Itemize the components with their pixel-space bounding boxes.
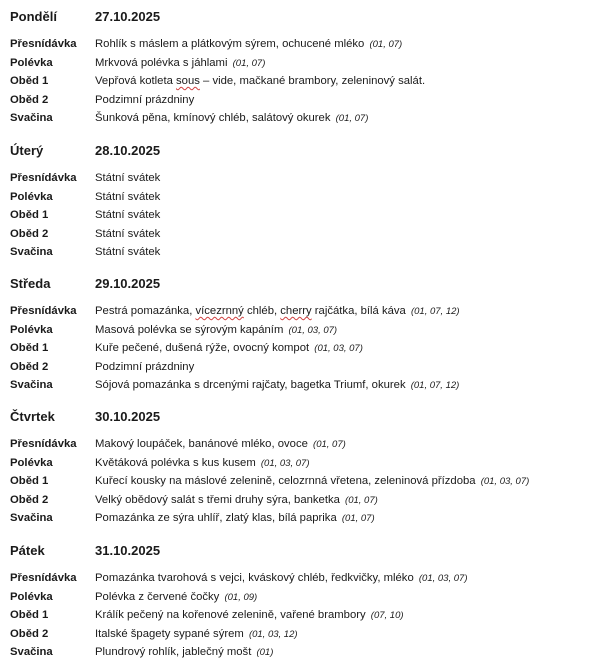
day-header — [0, 543, 603, 563]
allergen-codes: (01, 07, 12) — [410, 380, 460, 391]
meal-label: Přesnídávka — [10, 572, 77, 584]
day-section-monday — [0, 9, 603, 124]
day-name: Středa — [10, 276, 51, 291]
allergen-codes: (01, 03, 07) — [288, 324, 338, 336]
meal-row — [0, 246, 603, 265]
allergen-codes: (01, 03, 07) — [480, 476, 530, 487]
meal-description: Podzimní prázdniny — [95, 93, 195, 106]
meal-description: Pomazánka tvarohová s vejci, kváskový chléb, ředkvičky, mléko (01, 03, 07) — [95, 572, 468, 584]
meal-label: Oběd 2 — [10, 493, 49, 506]
day-section-friday — [0, 543, 603, 658]
day-date: 31.10.2025 — [95, 543, 161, 558]
meal-description: Sójová pomazánka s drcenými rajčaty, bagetka Triumf, okurek (01, 07, 12) — [95, 379, 460, 391]
meal-label: Oběd 2 — [10, 360, 49, 373]
allergen-codes: (01, 07) — [232, 57, 266, 69]
meal-description: Vepřová kotleta sous – vide, mačkané brambory, zeleninový salát. — [95, 75, 426, 87]
meal-description: Polévka z červené čočky (01, 09) — [95, 590, 258, 603]
meal-row — [0, 438, 603, 457]
meal-row — [0, 457, 603, 476]
allergen-codes: (01, 03, 07) — [260, 457, 310, 469]
meal-label: Přesnídávka — [10, 305, 77, 317]
meal-row — [0, 361, 603, 380]
meal-description: Masová polévka se sýrovým kapáním (01, 03, 07) — [95, 323, 338, 336]
day-date: 30.10.2025 — [95, 409, 161, 424]
allergen-codes: (01) — [256, 647, 274, 658]
meal-label: Oběd 1 — [10, 209, 49, 221]
allergen-codes: (01, 07) — [313, 439, 346, 450]
day-section-tuesday — [0, 143, 603, 258]
meal-label: Přesnídávka — [10, 172, 77, 184]
allergen-codes: (07, 10) — [370, 610, 404, 621]
meal-label: Svačina — [10, 112, 53, 124]
day-date: 27.10.2025 — [95, 9, 161, 24]
day-name: Pátek — [10, 543, 45, 558]
meal-description: Mrkvová polévka s jáhlami (01, 07) — [95, 56, 266, 69]
meal-label: Svačina — [10, 512, 53, 524]
day-header — [0, 9, 603, 29]
meal-row — [0, 572, 603, 591]
day-date: 29.10.2025 — [95, 276, 161, 291]
allergen-codes: (01, 03, 07) — [418, 573, 468, 584]
meal-row — [0, 494, 603, 513]
day-header — [0, 276, 603, 296]
meal-description: Velký obědový salát s třemi druhy sýra, banketka (01, 07) — [95, 493, 378, 506]
meal-row — [0, 609, 603, 628]
meal-row — [0, 191, 603, 210]
meal-label: Přesnídávka — [10, 38, 77, 50]
allergen-codes: (01, 07) — [345, 494, 378, 506]
meal-label: Přesnídávka — [10, 438, 77, 450]
meal-label: Svačina — [10, 646, 53, 658]
allergen-codes: (01, 07) — [369, 39, 403, 50]
day-header — [0, 409, 603, 429]
meal-description: Králík pečený na kořenové zelenině, vařené brambory (07, 10) — [95, 609, 404, 621]
meal-row — [0, 475, 603, 494]
meal-label: Polévka — [10, 56, 53, 69]
meal-row — [0, 646, 603, 665]
meal-row — [0, 172, 603, 191]
meal-description: Šunková pěna, kmínový chléb, salátový okurek (01, 07) — [95, 112, 369, 124]
meal-label: Svačina — [10, 379, 53, 391]
meal-row — [0, 512, 603, 531]
meal-description: Pestrá pomazánka, vícezrnný chléb, cherry rajčátka, bílá káva (01, 07, 12) — [95, 305, 460, 317]
meal-description: Státní svátek — [95, 190, 161, 203]
meal-description: Italské špagety sypané sýrem (01, 03, 12) — [95, 627, 298, 640]
meal-row — [0, 228, 603, 247]
meal-description: Státní svátek — [95, 172, 161, 184]
meal-description: Státní svátek — [95, 209, 161, 221]
meal-description: Makový loupáček, banánové mléko, ovoce (01, 07) — [95, 438, 346, 450]
meal-label: Oběd 2 — [10, 627, 49, 640]
day-header — [0, 143, 603, 163]
day-name: Úterý — [10, 143, 44, 158]
meal-description: Plundrový rohlík, jablečný mošt (01) — [95, 646, 274, 658]
allergen-codes: (01, 07) — [335, 113, 369, 124]
meal-row — [0, 628, 603, 647]
meal-description: Státní svátek — [95, 227, 161, 240]
meal-label: Polévka — [10, 190, 53, 203]
meal-label: Oběd 2 — [10, 93, 49, 106]
meal-label: Oběd 1 — [10, 75, 49, 87]
allergen-codes: (01, 03, 12) — [248, 628, 298, 640]
spellcheck-flagged-word: cherry — [280, 305, 312, 317]
meal-row — [0, 75, 603, 94]
meal-label: Polévka — [10, 323, 53, 336]
meal-row — [0, 112, 603, 131]
day-name: Pondělí — [10, 9, 57, 24]
meal-description: Státní svátek — [95, 246, 161, 258]
meal-row — [0, 324, 603, 343]
allergen-codes: (01, 03, 07) — [314, 343, 363, 354]
meal-label: Oběd 2 — [10, 227, 49, 240]
meal-label: Svačina — [10, 246, 53, 258]
meal-label: Oběd 1 — [10, 342, 49, 354]
day-name: Čtvrtek — [10, 409, 55, 424]
day-section-thursday — [0, 409, 603, 524]
meal-row — [0, 38, 603, 57]
meal-row — [0, 379, 603, 398]
meal-row — [0, 209, 603, 228]
meal-description: Rohlík s máslem a plátkovým sýrem, ochucené mléko (01, 07) — [95, 38, 403, 50]
meal-description: Kuřecí kousky na máslové zelenině, celozrnná vřetena, zeleninová přízdoba (01, 03, 07) — [95, 475, 530, 487]
meal-label: Polévka — [10, 590, 53, 603]
meal-row — [0, 591, 603, 610]
spellcheck-flagged-word: sous — [176, 75, 200, 87]
meal-row — [0, 94, 603, 113]
meal-label: Oběd 1 — [10, 609, 49, 621]
meal-row — [0, 305, 603, 324]
meal-description: Kuře pečené, dušená rýže, ovocný kompot (01, 03, 07) — [95, 342, 363, 354]
meal-row — [0, 57, 603, 76]
allergen-codes: (01, 09) — [224, 591, 258, 603]
meal-description: Podzimní prázdniny — [95, 360, 195, 373]
meal-label: Polévka — [10, 456, 53, 469]
meal-description: Pomazánka ze sýra uhlíř, zlatý klas, bílá paprika (01, 07) — [95, 512, 375, 524]
day-section-wednesday — [0, 276, 603, 391]
allergen-codes: (01, 07) — [341, 513, 375, 524]
spellcheck-flagged-word: vícezrnný — [195, 305, 244, 317]
meal-label: Oběd 1 — [10, 475, 49, 487]
meal-row — [0, 342, 603, 361]
allergen-codes: (01, 07, 12) — [410, 306, 460, 317]
day-date: 28.10.2025 — [95, 143, 161, 158]
meal-description: Květáková polévka s kus kusem (01, 03, 07) — [95, 456, 310, 469]
